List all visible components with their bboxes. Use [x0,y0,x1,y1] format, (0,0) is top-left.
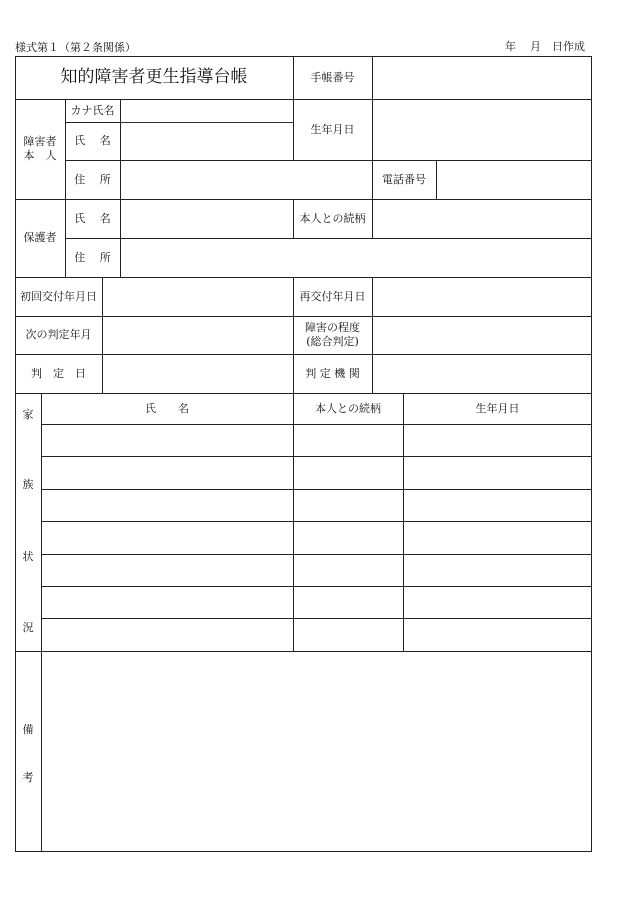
family-name-cell[interactable] [42,490,292,520]
family-name-cell[interactable] [42,522,292,552]
family-col-birthdate-header: 生年月日 [475,401,520,415]
notebook-number-field[interactable] [373,57,591,99]
form-title: 知的障害者更生指導台帳 [60,66,248,87]
next-judgment-field[interactable] [103,317,292,353]
family-birthdate-cell[interactable] [404,555,591,585]
notebook-number-label: 手帳番号 [310,70,355,84]
guardian-address-field[interactable] [121,239,591,276]
remarks-side-char: 備 [22,723,34,737]
kana-name-label: カナ氏名 [70,103,115,117]
family-relation-cell[interactable] [294,425,402,455]
person-group-label [15,99,65,199]
kana-dotted-divider [120,122,293,123]
person-birthdate-field[interactable] [373,100,591,159]
person-name-label: 氏 名 [74,134,111,148]
person-birthdate-label: 生年月日 [310,122,355,136]
date-day-created-label: 日作成 [552,40,585,53]
remarks-field[interactable] [42,652,591,851]
reissue-date-label: 再交付年月日 [299,289,366,303]
family-name-cell[interactable] [42,620,292,650]
date-year-label: 年 [505,40,516,53]
guardian-relation-label: 本人との続柄 [299,211,366,225]
family-side-char: 状 [22,550,34,564]
family-name-cell[interactable] [42,587,292,617]
judgment-date-label: 判 定 日 [31,366,86,380]
family-name-cell[interactable] [42,555,292,585]
family-birthdate-cell[interactable] [404,457,591,487]
judgment-agency-label: 判 定 機 関 [305,366,360,380]
family-relation-cell[interactable] [294,587,402,617]
family-relation-cell[interactable] [294,555,402,585]
person-name-field[interactable] [121,124,292,159]
reissue-date-field[interactable] [373,278,591,315]
family-birthdate-cell[interactable] [404,587,591,617]
family-col-relation-header: 本人との続柄 [315,401,381,415]
guardian-group-label: 保護者 [23,231,57,245]
family-birthdate-cell[interactable] [404,522,591,552]
disability-degree-label [293,316,372,354]
kana-name-field[interactable] [121,100,292,121]
family-birthdate-cell[interactable] [404,620,591,650]
phone-field[interactable] [437,161,591,198]
person-address-label: 住 所 [74,172,111,186]
first-issue-date-field[interactable] [103,278,292,315]
family-relation-cell[interactable] [294,490,402,520]
family-birthdate-cell[interactable] [404,425,591,455]
disability-degree-label-line2: (総合判定) [306,335,359,348]
next-judgment-label: 次の判定年月 [25,328,92,342]
disability-degree-label-line1: 障害の程度 [305,321,360,335]
person-group-label-line1: 障害者 [23,135,57,149]
guardian-name-label: 氏 名 [74,211,111,225]
guardian-address-label: 住 所 [74,250,111,264]
person-group-label-line2: 本 人 [23,149,57,162]
form-number-label: 様式第１（第２条関係） [15,41,136,54]
first-issue-date-label: 初回交付年月日 [20,289,97,303]
family-side-char: 家 [22,408,34,422]
family-side-char: 況 [22,621,34,635]
family-col-name-header: 氏 名 [145,401,189,415]
family-name-cell[interactable] [42,425,292,455]
person-address-field[interactable] [121,161,371,198]
guardian-relation-field[interactable] [373,200,591,237]
family-birthdate-cell[interactable] [404,490,591,520]
family-relation-cell[interactable] [294,457,402,487]
family-side-char: 族 [22,478,34,492]
judgment-agency-field[interactable] [373,355,591,392]
family-relation-cell[interactable] [294,620,402,650]
phone-label: 電話番号 [382,172,426,186]
judgment-date-field[interactable] [103,355,292,392]
date-month-label: 月 [530,40,541,53]
family-relation-cell[interactable] [294,522,402,552]
guardian-name-field[interactable] [121,200,292,237]
disability-degree-field[interactable] [373,317,591,353]
remarks-side-char: 考 [22,771,34,785]
family-name-cell[interactable] [42,457,292,487]
